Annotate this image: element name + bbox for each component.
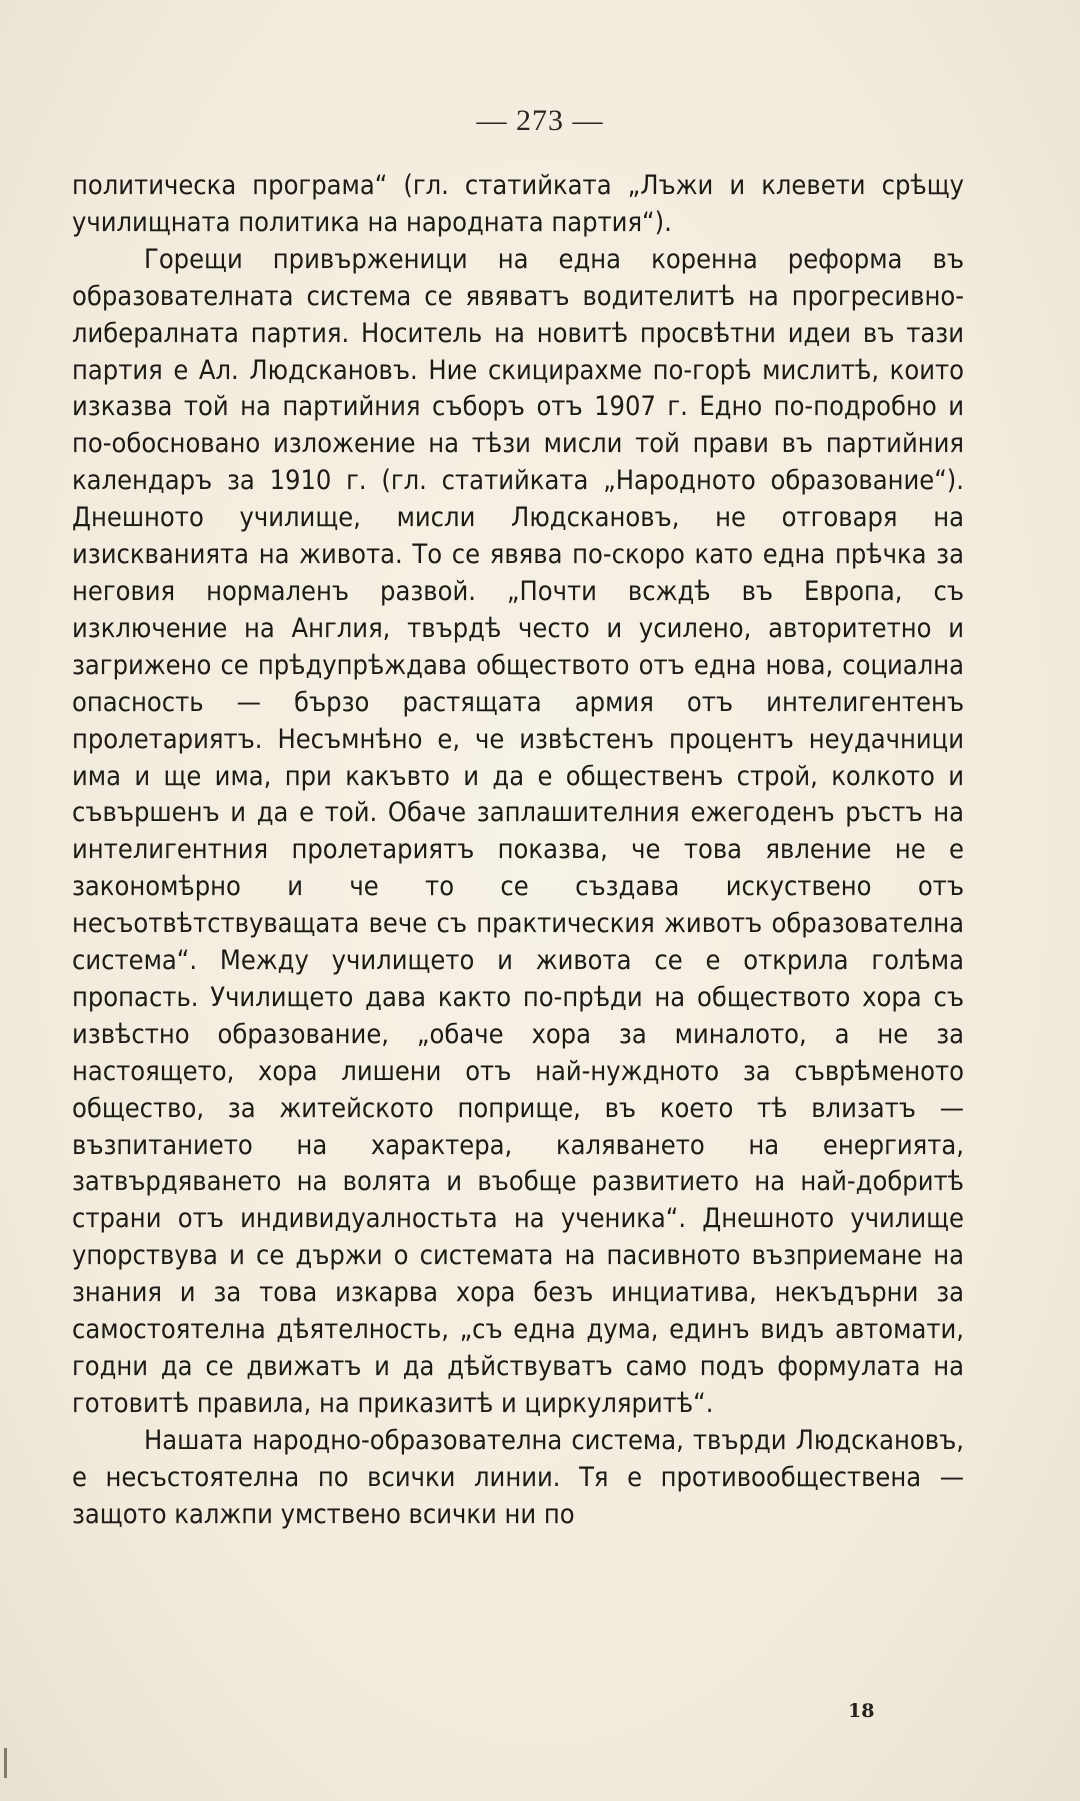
paragraph-3: Нашата народно-образователна система, твърди Людскановъ, е несъстоятелна по всички линии. Тя е противообществена — защото калжпи умствено всички ни по [72, 1424, 964, 1530]
paragraph-2: Горещи привърженици на една коренна реформа въ образователната система се явяватъ водителитѣ на прогресивно-либералната партия. Носитель на новитѣ просвѣтни идеи въ тази партия е Ал. Людскановъ. Ние скицирахме по-горѣ мислитѣ, които изказва той на партийния съборъ отъ 1907 г. Едно по-подробно и по-обосновано изложение на тѣзи мисли той прави въ партийния календаръ за 1910 г. (гл. статийката „Народното образование“). Днешното училище, мисли Людскановъ, не отговаря на изискванията на живота. То се явява по-скоро като една прѣчка за неговия нормаленъ развой. „Почти всждѣ въ Европа, съ изключение на Англия, твърдѣ често и усилено, авторитетно и загрижено се прѣдупрѣждава обществото отъ една нова, социална опасность — бързо растящата армия отъ интелигентенъ пролетариятъ. Несъмнѣно е, че извѣстенъ процентъ неудачници има и ще има, при какъвто и да е общественъ строй, колкото и съвършенъ и да е той. Обаче заплашителния ежегоденъ ръстъ на интелигентния пролетариятъ показва, че това явление не е закономѣрно и че то се създава искуствено отъ несъотвѣтствуващата вече съ практическия животъ образователна система“. Между училището и живота се е открила голѣма пропасть. Училището дава както по-прѣди на обществото хора съ извѣстно образование, „обаче хора за миналото, а не за настоящето, хора лишени отъ най-нуждното за съврѣменото общество, за житейското поприще, въ което тѣ влизатъ — възпитанието на характера, каляването на енергията, затвърдяването на волята и въобще развитието на най-добритѣ страни отъ индивидуалностьта на ученика“. Днешното училище упорствува и се държи о системата на пасивното възприемане на знания и за това изкарва хора безъ инциатива, некъдърни за самостоятелна дѣятелность, „съ една дума, единъ видъ автомати, годни да се движатъ и да дѣйствуватъ само подъ формулата на готовитѣ правила, на приказитѣ и циркуляритѣ“. [72, 243, 964, 1419]
printer-signature-mark: 18 [848, 1700, 875, 1722]
paragraph-1: политическа програма“ (гл. статийката „Лъжи и клевети срѣщу училищната политика на народната партия“). [72, 170, 964, 238]
page-edge-mark [4, 1748, 7, 1778]
body-text [72, 168, 964, 1534]
page-number: — 273 — [476, 104, 604, 137]
